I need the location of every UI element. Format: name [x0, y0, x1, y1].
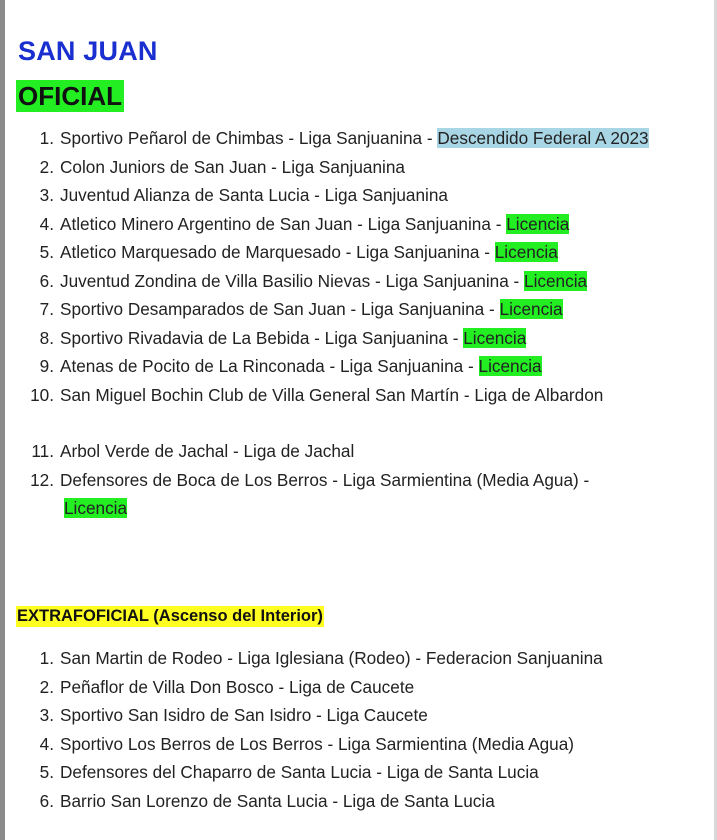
item-number: 7. — [39, 299, 54, 319]
item-number: 4. — [39, 733, 54, 754]
item-number: 4. — [39, 213, 54, 234]
status-tag: Licencia — [478, 356, 542, 376]
list-item — [0, 238, 660, 267]
list-item — [0, 644, 700, 673]
item-number: 2. — [39, 676, 54, 697]
item-number: 2. — [39, 156, 54, 177]
item-text: Atletico Marquesado de Marquesado - Liga Sanjuanina - — [60, 242, 495, 262]
list-item — [0, 466, 650, 523]
item-number: 6. — [39, 270, 54, 291]
item-text: Sportivo San Isidro de San Isidro - Liga Caucete — [60, 705, 428, 725]
item-text: San Martin de Rodeo - Liga Iglesiana (Rodeo) - Federacion Sanjuanina — [60, 648, 603, 668]
item-number: 12. — [30, 469, 54, 490]
list-item — [0, 324, 660, 353]
item-text: Juventud Alianza de Santa Lucia - Liga Sanjuanina — [60, 185, 448, 205]
item-text: Atenas de Pocito de La Rinconada - Liga Sanjuanina - — [60, 356, 479, 376]
item-number: 8. — [39, 327, 54, 348]
item-number: 1. — [39, 128, 54, 148]
oficial-heading: OFICIAL — [18, 81, 122, 111]
status-tag: Licencia — [506, 213, 570, 234]
item-text: Juventud Zondina de Villa Basilio Nievas - Liga Sanjuanina - — [60, 270, 525, 291]
item-number: 6. — [39, 790, 54, 811]
list-spacer — [0, 409, 660, 437]
oficial-list — [0, 124, 700, 523]
list-item — [0, 730, 700, 759]
item-number: 3. — [39, 705, 54, 725]
extraoficial-heading: EXTRAFOFICIAL (Ascenso del Interior) — [17, 607, 323, 625]
list-item — [0, 181, 660, 210]
list-item — [0, 267, 660, 296]
item-text: Sportivo Rivadavia de La Bebida - Liga Sanjuanina - — [60, 327, 464, 348]
item-number: 5. — [39, 242, 54, 262]
item-number: 1. — [39, 648, 54, 668]
item-text: Peñaflor de Villa Don Bosco - Liga de Caucete — [60, 676, 415, 697]
status-tag: Licencia — [64, 498, 128, 518]
list-item — [0, 701, 660, 730]
list-item — [0, 352, 660, 381]
status-tag: Licencia — [524, 270, 588, 291]
list-item — [0, 787, 660, 816]
list-item — [0, 673, 660, 702]
item-text: Defensores del Chaparro de Santa Lucia - Liga de Santa Lucia — [60, 762, 539, 782]
item-number: 9. — [39, 356, 54, 376]
item-text: Sportivo Peñarol de Chimbas - Liga Sanjuanina - — [60, 128, 438, 148]
list-item — [0, 381, 700, 410]
list-item — [0, 124, 660, 153]
item-number: 5. — [39, 762, 54, 782]
status-tag: Descendido Federal A 2023 — [437, 128, 649, 148]
status-tag: Licencia — [499, 299, 563, 319]
status-tag: Licencia — [494, 242, 558, 262]
item-number: 11. — [31, 441, 54, 461]
status-tag: Licencia — [463, 327, 527, 348]
item-text: Barrio San Lorenzo de Santa Lucia - Liga de Santa Lucia — [60, 790, 495, 811]
extraoficial-list — [0, 644, 700, 815]
item-text: San Miguel Bochin Club de Villa General San Martín - Liga de Albardon — [60, 384, 604, 405]
list-item — [0, 758, 660, 787]
list-item — [0, 210, 660, 239]
item-text: Sportivo Los Berros de Los Berros - Liga Sarmientina (Media Agua) — [60, 733, 574, 754]
item-text: Atletico Minero Argentino de San Juan - Liga Sanjuanina - — [60, 213, 507, 234]
item-number: 3. — [39, 185, 54, 205]
list-item — [0, 153, 660, 182]
item-text: Arbol Verde de Jachal - Liga de Jachal — [60, 441, 355, 461]
item-text: Colon Juniors de San Juan - Liga Sanjuanina — [60, 156, 405, 177]
list-item — [0, 295, 660, 324]
list-item — [0, 437, 660, 466]
item-text: Sportivo Desamparados de San Juan - Liga Sanjuanina - — [60, 299, 500, 319]
item-number: 10. — [30, 384, 54, 405]
page-title: SAN JUAN — [18, 36, 158, 66]
item-text: Defensores de Boca de Los Berros - Liga Sarmientina (Media Agua) - — [60, 469, 590, 490]
